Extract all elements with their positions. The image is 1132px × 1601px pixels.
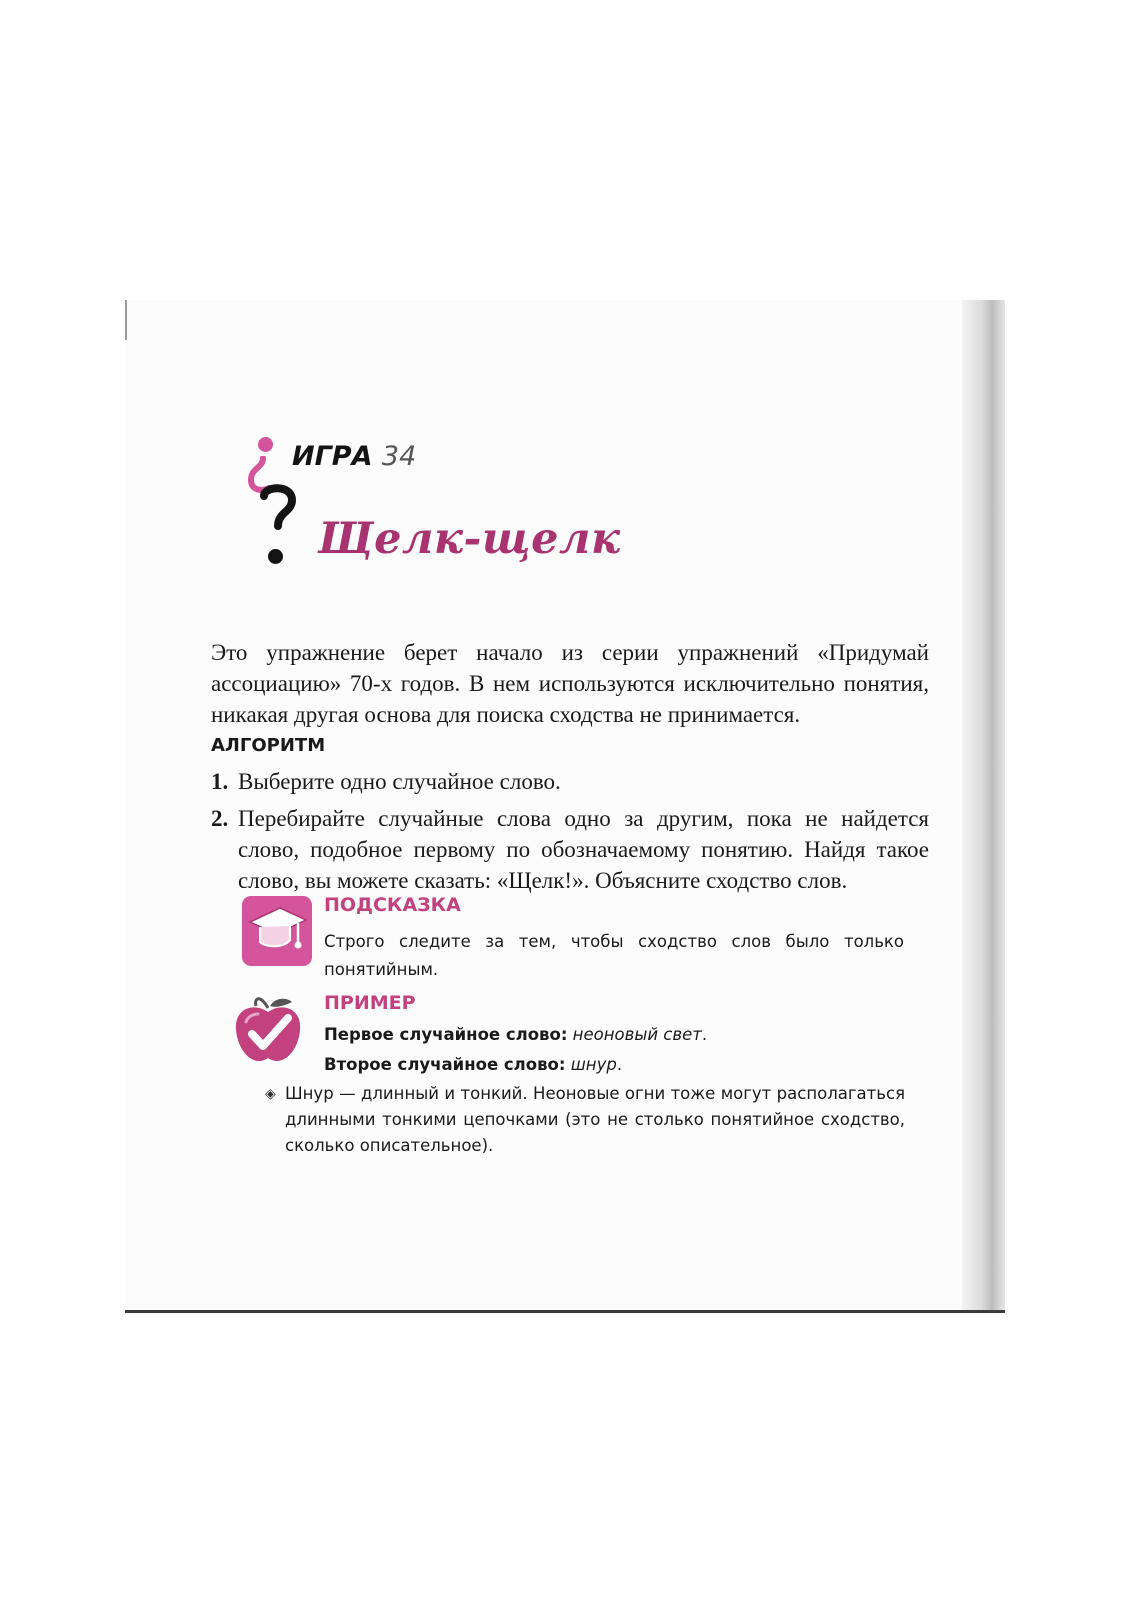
page-binding-shadow <box>962 300 1005 1310</box>
example-second-label: Второе случайное слово: <box>324 1055 566 1074</box>
algorithm-step <box>211 803 929 896</box>
page-edge <box>125 300 127 340</box>
hint-title: ПОДСКАЗКА <box>324 894 461 916</box>
example-first-value: неоновый свет <box>572 1025 702 1044</box>
game-title: Щелк-щелк <box>318 514 621 564</box>
algorithm-step <box>211 766 929 797</box>
example-explanation <box>265 1081 905 1159</box>
step-text: Выберите одно случайное слово. <box>238 769 561 794</box>
step-number: 1. <box>211 769 229 794</box>
question-mark-top-dot <box>258 437 273 452</box>
question-mark-bottom-dot <box>268 549 283 564</box>
example-second-value: шнур <box>570 1055 617 1074</box>
step-number: 2. <box>211 806 229 831</box>
question-mark-icon <box>258 482 298 542</box>
example-title: ПРИМЕР <box>324 992 416 1014</box>
example-second-word: Второе случайное слово: шнур. <box>324 1055 623 1074</box>
diamond-bullet-icon: ◈ <box>265 1086 276 1102</box>
apple-checkmark-icon <box>232 992 304 1066</box>
graduation-cap-icon <box>242 896 312 966</box>
game-label-word: ИГРА <box>292 441 373 472</box>
example-first-word: Первое случайное слово: неоновый свет. <box>324 1025 708 1044</box>
example-explanation-text: Шнур — длинный и тонкий. Неоновые огни тоже могут располагаться длинными тонкими цепочками (это не столько понятийное сходство, сколько описательное). <box>285 1084 905 1155</box>
example-first-label: Первое случайное слово: <box>324 1025 568 1044</box>
game-number: 34 <box>381 441 417 472</box>
algorithm-heading: АЛГОРИТМ <box>211 735 326 756</box>
hint-text: Строго следите за тем, чтобы сходство слов было только понятийным. <box>324 932 904 979</box>
algorithm-steps <box>211 766 929 902</box>
step-text: Перебирайте случайные слова одно за другим, пока не найдется слово, подобное первому по обозначаемому понятию. Найдя такое слово, вы можете сказать: «Щелк!». Объясните сходство слов. <box>238 806 929 893</box>
intro-paragraph: Это упражнение берет начало из серии упражнений «Придумай ассоциацию» 70-х годов. В нем используются исключительно понятия, никакая другая основа для поиска сходства не принимается. <box>211 640 929 727</box>
game-label <box>292 440 416 474</box>
